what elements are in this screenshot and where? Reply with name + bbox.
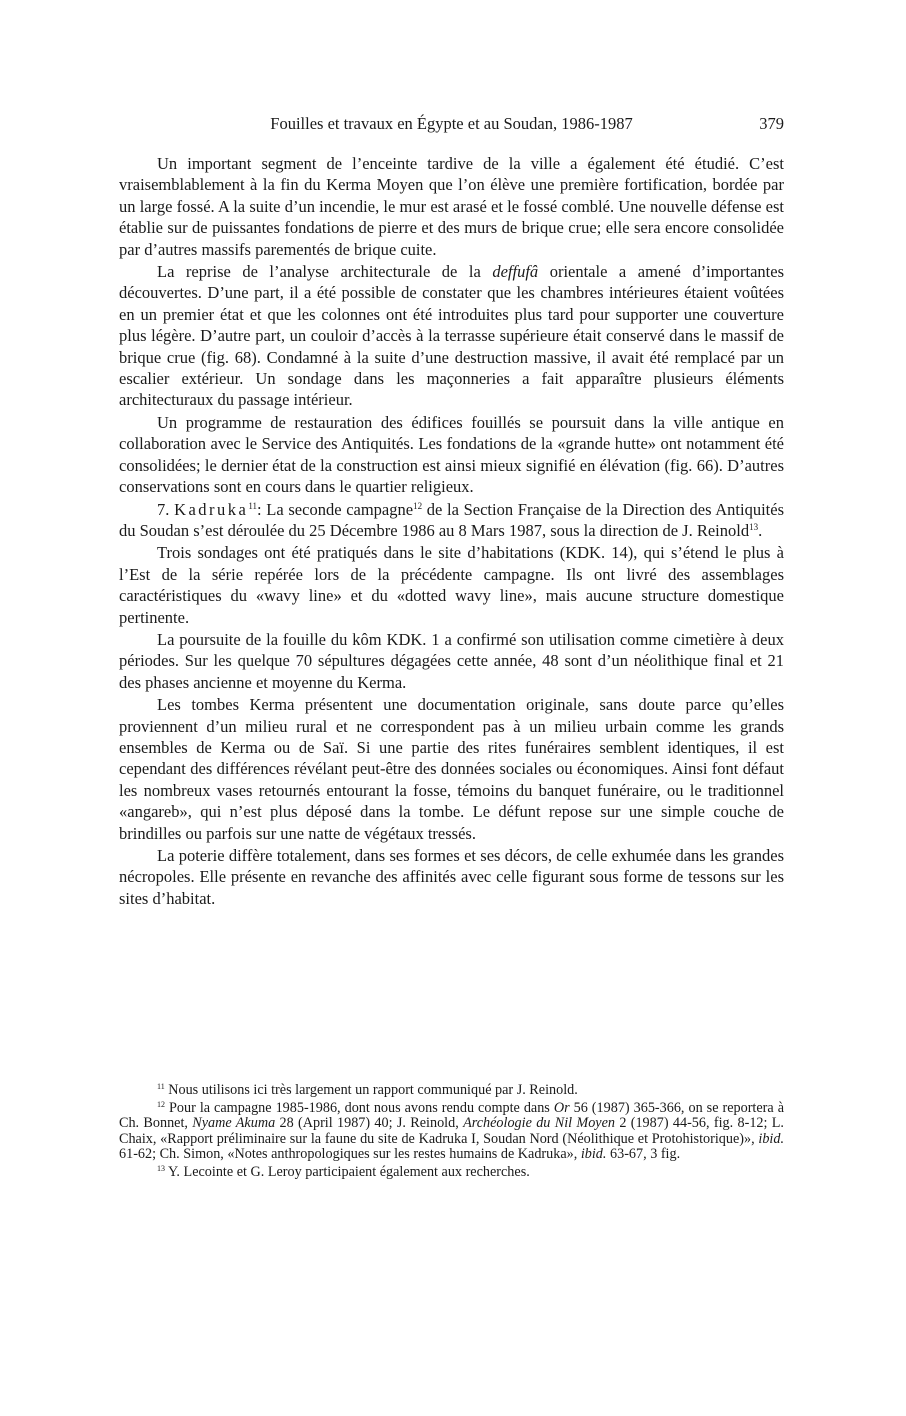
ibid-ref: ibid. <box>758 1130 784 1147</box>
italic-term: deffufâ <box>492 262 539 282</box>
footnote-number: 13 <box>157 1163 165 1173</box>
footnote-ref-11[interactable]: 11 <box>248 500 258 511</box>
footnote-text: 61-62; Ch. Simon, «Notes anthropologiques sur les restes humains de Kadruka», <box>119 1146 581 1163</box>
footnote-text: 28 (April 1987) 40; J. Reinold, <box>275 1115 464 1132</box>
footnote-ref-13[interactable]: 13 <box>749 521 759 532</box>
footnote-11 <box>119 1083 784 1099</box>
footnote-12 <box>119 1101 784 1163</box>
footnote-text: 2 (1987) 44-56, fig. 8-12; L. Chaix, «Rapport préliminaire sur la faune du site de Kadruka I, Soudan Nord (Néolithique et Protohistorique)», <box>119 1115 784 1147</box>
section-number: 7. <box>157 499 175 519</box>
running-title: Fouilles et travaux en Égypte et au Soudan, 1986-1987 <box>270 114 633 133</box>
footnote-number: 12 <box>157 1099 165 1109</box>
footnote-number: 11 <box>157 1082 165 1091</box>
site-name: Kadruka <box>174 499 249 519</box>
footnotes <box>119 1083 784 1183</box>
paragraph-sondages: Trois sondages ont été pratiqués dans le site d’habitations (KDK. 14), qui s’étend le plus à l’Est de la série repérée lors de la précédente campagne. Ils ont livré des assemblages caractéristiques du «wavy line» et du «dotted wavy line», mais aucune structure domestique pertinente. <box>119 543 784 627</box>
journal-title: Archéologie du Nil Moyen <box>463 1115 615 1132</box>
text-run: . <box>758 520 763 540</box>
text-run: : La seconde campagne <box>257 499 414 519</box>
ibid-ref: ibid. <box>580 1146 607 1163</box>
paragraph-deffufa <box>119 261 784 411</box>
footnote-13 <box>119 1165 784 1181</box>
text-run: orientale a amené d’importantes découvertes. D’une part, il a été possible de constater que les chambres intérieures étaient voûtées en un premier état et que les colonnes ont été introduites plus tard pour supporter une couverture plus légère. D’autre part, un couloir d’accès à la terrasse supérieure était conservé dans le massif de brique crue (fig. 68). Condamné à la suite d’une destruction massive, il avait été remplacé par un escalier extérieur. Un sondage dans les maçonneries a fait apparaître plusieurs éléments architecturaux du passage intérieur. <box>119 262 785 410</box>
footnote-ref-12[interactable]: 12 <box>413 500 423 511</box>
footnote-text: Pour la campagne 1985-1986, dont nous avons rendu compte dans <box>165 1099 554 1116</box>
paragraph-kom: La poursuite de la fouille du kôm KDK. 1 a confirmé son utilisation comme cimetière à deux périodes. Sur les quelque 70 sépultures dégagées cette année, 48 sont d’un néolithique final et 21 des phases ancienne et moyenne du Kerma. <box>119 629 784 692</box>
footnote-text: 63-67, 3 fig. <box>606 1146 681 1163</box>
main-text <box>119 153 784 910</box>
text-run: La reprise de l’analyse architecturale de la <box>157 262 493 282</box>
page-number: 379 <box>759 114 784 133</box>
footnote-text: 56 (1987) 365-366, on se reportera à Ch. Bonnet, <box>119 1099 784 1132</box>
paragraph-tombes: Les tombes Kerma présentent une documentation originale, sans doute parce qu’elles proviennent d’un milieu rural et ne correspondent pas à un milieu urbain comme les grands ensembles de Kerma ou de Saï. Si une partie des rites funéraires semblent identiques, il est cependant des différences révélant peut-être des données sociales ou économiques. Ainsi font défaut les nombreux vases retournés entourant la fosse, témoins du banquet funéraire, ou le traditionnel «angareb», qui n’est plus déposé dans la tombe. Le défunt repose sur une simple couche de brindilles ou parfois sur une natte de végétaux tressés. <box>119 695 784 843</box>
journal-title: Nyame Akuma <box>192 1115 276 1132</box>
paragraph-enceinte: Un important segment de l’enceinte tardive de la ville a également été étudié. C’est vraisemblablement à la fin du Kerma Moyen que l’on élève une première fortification, bordée par un large fossé. A la suite d’un incendie, le mur est arasé et le fossé comblé. Une nouvelle défense est établie sur de puissantes fondations de pierre et des murs de brique crue; elle sera encore consolidée par d’autres massifs parementés de brique cuite. <box>119 154 784 259</box>
footnote-text: Nous utilisons ici très largement un rapport communiqué par J. Reinold. <box>164 1082 578 1098</box>
paragraph-restauration: Un programme de restauration des édifices fouillés se poursuit dans la ville antique en collaboration avec le Service des Antiquités. Les fondations de la «grande hutte» ont notamment été consolidées; le dernier état de la construction est ainsi mieux signifié en élévation (fig. 66). D’autres conservations sont en cours dans le quartier religieux. <box>119 412 784 497</box>
paragraph-poterie: La poterie diffère totalement, dans ses formes et ses décors, de celle exhumée dans les grandes nécropoles. Elle présente en revanche des affinités avec celle figurant sous forme de tessons sur les sites d’habitat. <box>119 846 784 908</box>
footnote-text: Y. Lecointe et G. Leroy participaient également aux recherches. <box>165 1163 530 1180</box>
running-header <box>119 112 784 136</box>
journal-title: Or <box>553 1099 570 1116</box>
paragraph-kadruka <box>119 499 784 542</box>
text-run: de la Section Française de la Direction des Antiquités du Soudan s’est déroulée du 25 Décembre 1986 au 8 Mars 1987, sous la direction de J. Reinold <box>119 499 785 540</box>
